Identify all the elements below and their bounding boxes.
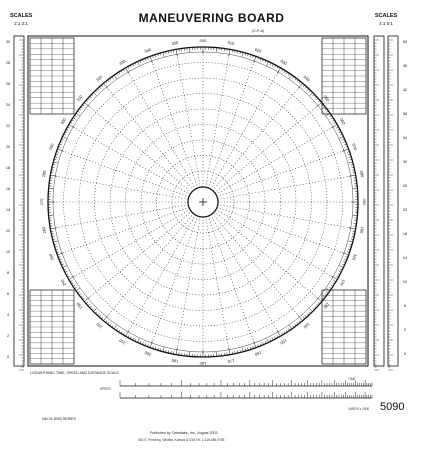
degree-tick	[114, 325, 117, 329]
bearing-label: 070	[351, 142, 359, 151]
bearing-radial	[55, 176, 185, 199]
time-label: TIME	[348, 377, 356, 381]
bearing-label: 230	[75, 301, 84, 310]
degree-tick	[86, 100, 88, 102]
degree-tick	[349, 228, 356, 229]
right-scale-value: 14	[402, 256, 408, 260]
bearing-radial	[55, 205, 185, 228]
left-scale-value: 6	[6, 292, 10, 296]
bearing-label: 340	[143, 46, 152, 54]
right-scale-value: 50	[402, 40, 408, 44]
degree-tick	[254, 56, 256, 63]
degree-tick	[303, 317, 305, 319]
bearing-radial	[212, 72, 278, 186]
right-scale-value: 18	[402, 232, 408, 236]
bearing-label: 050	[322, 94, 331, 103]
degree-tick	[316, 98, 318, 100]
right-scale-value: 0	[403, 352, 407, 356]
board-title: MANEUVERING BOARD	[138, 11, 285, 25]
degree-tick	[229, 348, 230, 355]
right-scale-value: 22	[402, 208, 408, 212]
bearing-label: 160	[254, 350, 263, 358]
degree-tick	[309, 308, 312, 311]
bearing-radial	[217, 214, 318, 299]
bearing-label: 040	[302, 74, 311, 83]
publisher-line: Published by Celestaire, Inc., August 2003	[150, 431, 218, 435]
left-scale-value: 10	[5, 250, 11, 254]
bearing-radial	[88, 214, 189, 299]
degree-tick	[163, 52, 164, 56]
right-scale-value: 46	[402, 64, 408, 68]
degree-tick	[309, 92, 312, 95]
bearing-label: 280	[40, 170, 48, 178]
bearing-label: 010	[227, 39, 235, 47]
degree-tick	[110, 78, 112, 80]
right-scale-value: 6	[403, 304, 407, 308]
bearing-radial	[62, 151, 186, 196]
degree-tick	[289, 325, 292, 329]
degree-tick	[53, 162, 57, 163]
bearing-label: 330	[118, 58, 127, 67]
degree-tick	[331, 276, 337, 280]
bearing-label: 240	[59, 278, 68, 287]
degree-tick	[95, 91, 97, 93]
left-scale-value: 22	[5, 124, 11, 128]
degree-tick	[114, 75, 117, 79]
degree-tick	[297, 322, 299, 324]
bearing-label: 220	[95, 321, 104, 330]
left-scale-value: 12	[5, 229, 11, 233]
degree-tick	[99, 87, 101, 89]
degree-tick	[92, 94, 94, 96]
degree-tick	[326, 111, 328, 112]
degree-tick	[57, 149, 64, 151]
degree-tick	[99, 315, 101, 317]
bearing-radial	[177, 220, 200, 350]
degree-tick	[92, 308, 94, 310]
bearing-radial	[107, 87, 192, 188]
degree-tick	[81, 107, 83, 109]
degree-tick	[318, 100, 320, 102]
degree-tick	[305, 315, 307, 317]
left-scale-value: 0	[6, 355, 10, 359]
degree-tick	[277, 68, 281, 74]
degree-tick	[105, 321, 107, 323]
bearing-label: 030	[279, 58, 288, 67]
degree-tick	[299, 321, 301, 323]
degree-tick	[93, 308, 96, 311]
degree-tick	[93, 92, 96, 95]
degree-tick	[307, 89, 309, 91]
degree-tick	[254, 341, 256, 348]
bearing-radial	[62, 208, 186, 253]
bearing-radial	[221, 205, 351, 228]
right-scale-strip-outer	[388, 36, 398, 366]
bearing-radial	[152, 61, 197, 185]
left-scale-strip	[14, 36, 24, 366]
degree-tick	[293, 325, 294, 327]
left-scale-value: 26	[5, 82, 11, 86]
log-scale-heading: LOGARITHMIC TIME, SPEED AND DISTANCE SCALE	[30, 371, 119, 375]
degree-tick	[88, 98, 90, 100]
degree-tick	[325, 294, 327, 296]
right-scale-value: 10	[402, 280, 408, 284]
degree-tick	[316, 304, 318, 306]
degree-tick	[242, 347, 243, 351]
right-scale-ratios: 4:1 5:1	[379, 21, 393, 26]
bearing-label: 110	[351, 253, 359, 262]
bearing-label: 270	[39, 198, 45, 206]
yards-label: YARDS x 1000	[348, 407, 370, 411]
degree-tick	[76, 113, 80, 116]
bearing-radial	[73, 211, 187, 277]
bearing-radial	[219, 211, 333, 277]
polar-plotting-grid	[48, 47, 358, 357]
degree-tick	[90, 96, 92, 98]
bearing-radial	[107, 216, 192, 317]
bearing-label: 260	[40, 226, 48, 234]
degree-tick	[50, 228, 57, 229]
left-scale-value: 30	[5, 40, 11, 44]
degree-tick	[297, 80, 299, 82]
bearing-radial	[215, 87, 300, 188]
bearing-radial	[152, 219, 197, 343]
bearing-label: 200	[143, 350, 152, 358]
speed-label: SPEED	[100, 387, 111, 391]
right-scale-value: 42	[402, 88, 408, 92]
degree-tick	[176, 49, 177, 56]
degree-tick	[78, 111, 80, 112]
bearing-radial	[220, 151, 344, 196]
bearing-label: 290	[47, 142, 55, 151]
left-scale-value: 2	[6, 334, 10, 338]
degree-tick	[309, 91, 311, 93]
bearing-radial	[206, 220, 229, 350]
degree-tick	[69, 125, 75, 129]
degree-tick	[309, 312, 311, 314]
bearing-radial	[219, 127, 333, 193]
degree-tick	[326, 292, 328, 293]
bearing-label: 000	[199, 38, 207, 44]
degree-tick	[63, 266, 67, 268]
degree-tick	[57, 253, 64, 255]
bearing-label: 310	[75, 94, 84, 103]
degree-tick	[90, 306, 92, 308]
right-scale-strip	[374, 36, 384, 366]
bearing-radial	[221, 176, 351, 199]
degree-tick	[295, 78, 297, 80]
degree-tick	[76, 288, 80, 291]
left-scales-label: SCALES	[10, 13, 33, 19]
bearing-label: 350	[171, 39, 179, 47]
right-scale-value: 34	[402, 136, 408, 140]
degree-tick	[323, 107, 325, 109]
degree-tick	[339, 266, 343, 268]
bearing-label: 180	[199, 360, 207, 366]
degree-tick	[277, 330, 281, 336]
degree-tick	[326, 288, 330, 291]
degree-tick	[313, 308, 315, 310]
degree-tick	[323, 296, 325, 298]
bearing-radial	[206, 54, 229, 184]
degree-tick	[229, 49, 230, 56]
bearing-label: 300	[59, 117, 68, 126]
degree-tick	[315, 306, 317, 308]
degree-tick	[95, 312, 97, 314]
series-note: NM 01-5090 SERIES	[42, 417, 76, 421]
degree-tick	[97, 314, 99, 316]
reference-number: 5090	[380, 401, 405, 413]
bearing-radial	[215, 216, 300, 317]
degree-tick	[79, 294, 81, 296]
bearing-label: 320	[95, 74, 104, 83]
degree-tick	[326, 113, 330, 116]
degree-tick	[293, 77, 294, 79]
bearing-label: 120	[338, 278, 347, 287]
left-scale-value: 14	[5, 208, 11, 212]
bearing-label: 060	[338, 117, 347, 126]
degree-tick	[242, 52, 243, 56]
left-scale-value: 24	[5, 103, 11, 107]
degree-tick	[342, 253, 349, 255]
degree-tick	[315, 96, 317, 98]
bearing-radial	[88, 106, 189, 191]
bearing-radial	[209, 61, 254, 185]
left-scale-ratios: 2:1 3:1	[14, 21, 28, 26]
cpa-label: (C-P-A)	[252, 29, 265, 33]
bearing-radial	[217, 106, 318, 191]
bearing-label: 250	[47, 253, 55, 262]
degree-tick	[137, 338, 139, 342]
degree-tick	[108, 322, 110, 324]
degree-tick	[339, 136, 343, 138]
degree-tick	[50, 175, 57, 176]
degree-tick	[305, 87, 307, 89]
degree-tick	[53, 241, 57, 242]
bearing-label: 090	[361, 198, 367, 206]
bearing-radial	[177, 54, 200, 184]
bearing-label: 190	[171, 357, 179, 365]
right-scales-label: SCALES	[374, 13, 398, 19]
degree-tick	[267, 338, 269, 342]
degree-tick	[83, 298, 85, 300]
degree-tick	[63, 136, 67, 138]
degree-tick	[69, 276, 75, 280]
bearing-radial	[212, 218, 278, 332]
corner-tables	[30, 38, 366, 364]
degree-tick	[88, 304, 90, 306]
degree-tick	[307, 314, 309, 316]
degree-tick	[299, 82, 301, 84]
bearing-radial	[73, 127, 187, 193]
degree-tick	[289, 75, 292, 79]
degree-tick	[150, 341, 152, 348]
bearing-label: 130	[322, 301, 331, 310]
bearing-label: 210	[118, 337, 127, 346]
degree-tick	[163, 347, 164, 351]
degree-tick	[81, 296, 83, 298]
bearing-radial	[209, 219, 254, 343]
degree-tick	[97, 89, 99, 91]
degree-tick	[86, 302, 88, 304]
left-scale-value: 16	[5, 187, 11, 191]
scale-ticks	[6, 40, 407, 370]
right-scale-value: 38	[402, 112, 408, 116]
degree-tick	[150, 56, 152, 63]
bearing-radial	[128, 72, 194, 186]
degree-tick	[295, 324, 297, 326]
degree-tick	[331, 125, 337, 129]
bearing-label: 100	[358, 226, 366, 234]
degree-tick	[126, 68, 130, 74]
bearing-label: 080	[358, 170, 366, 178]
bearing-label: 150	[279, 337, 288, 346]
left-scale-value: 20	[5, 145, 11, 149]
left-scale-value: 4	[6, 313, 10, 317]
degree-tick	[348, 162, 352, 163]
left-scale-value: 8	[6, 271, 10, 275]
degree-tick	[176, 348, 177, 355]
degree-tick	[303, 85, 305, 87]
degree-tick	[342, 149, 349, 151]
right-scale-value: 30	[402, 160, 408, 164]
degree-tick	[110, 324, 112, 326]
bearing-label: 020	[254, 46, 263, 54]
degree-tick	[112, 325, 113, 327]
degree-tick	[318, 302, 320, 304]
right-scale-value: 26	[402, 184, 408, 188]
degree-tick	[83, 104, 85, 106]
degree-tick	[137, 62, 139, 66]
left-scale-value: 18	[5, 166, 11, 170]
left-scale-value: 28	[5, 61, 11, 65]
degree-tick	[101, 85, 103, 87]
bearing-radial	[220, 208, 344, 253]
right-scale-value: 2	[403, 328, 407, 332]
degree-tick	[348, 241, 352, 242]
degree-tick	[108, 80, 110, 82]
degree-tick	[349, 175, 356, 176]
degree-tick	[325, 109, 327, 111]
bearing-radial	[128, 218, 194, 332]
degree-tick	[126, 330, 130, 336]
degree-tick	[105, 82, 107, 84]
degree-tick	[101, 317, 103, 319]
degree-tick	[112, 77, 113, 79]
degree-tick	[78, 292, 80, 293]
bearing-label: 140	[302, 321, 311, 330]
degree-tick	[267, 62, 269, 66]
degree-tick	[79, 109, 81, 111]
degree-tick	[313, 94, 315, 96]
bearing-label: 170	[227, 357, 235, 365]
address-line: 416 S. Pershing, Wichita, Kansas 67218 Tel: 1-316-686-9785	[138, 438, 225, 442]
